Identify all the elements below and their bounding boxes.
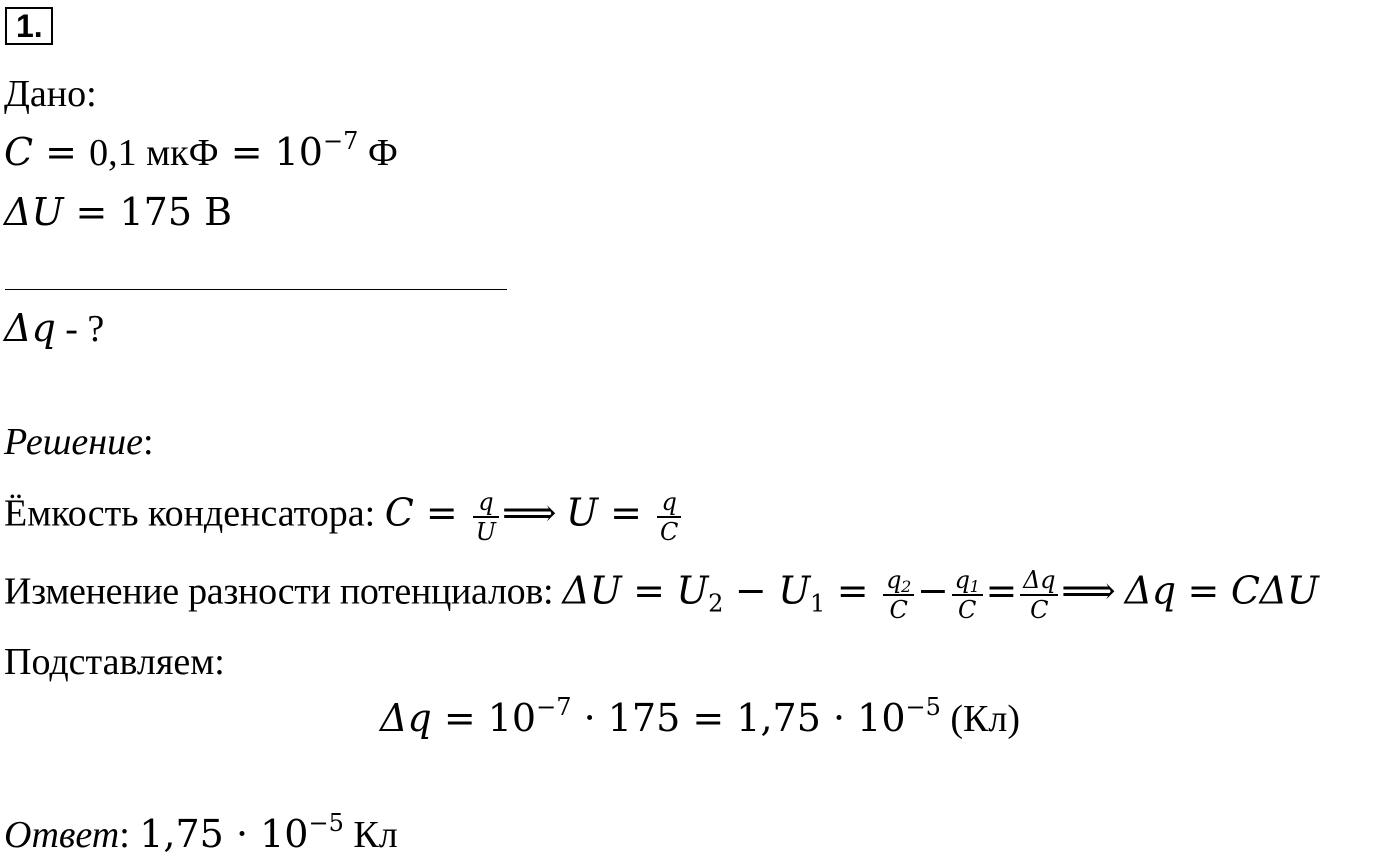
given-voltage: ΔU = 175 В <box>4 190 233 234</box>
change-result: Δq = CΔU <box>1124 568 1319 613</box>
capacitance-formula: Ёмкость конденсатора: C = $\frac{q}{U}$ ⟹ U = $\frac{q}{C}$ <box>4 488 684 546</box>
calculation: $\Delta q = 10^{-7} \cdot 175 = 1,75 \cdot 10^{-5}$ (Кл) <box>379 693 1021 740</box>
capacitance-exponent: −7 <box>322 127 359 155</box>
solution-heading: Решение: <box>4 421 154 463</box>
change-line-text: Изменение разности потенциалов: <box>4 570 554 613</box>
answer-label: Ответ <box>4 814 120 856</box>
implies-arrow: ⟹ <box>502 490 557 535</box>
formula-c: C <box>384 490 414 535</box>
capacitance-value: 0,1 мкФ <box>89 132 219 174</box>
fraction-q-over-c: $\frac{q}{C}$ <box>657 488 681 546</box>
unknown-suffix: - ? <box>65 308 105 350</box>
problem-number: 1. <box>5 7 53 45</box>
solution-label: Решение <box>4 421 143 463</box>
answer-unit: Кл <box>353 814 398 856</box>
fraction-q1-over-c: $\frac{q_1}{C}$ <box>952 566 983 624</box>
capacitance-var: C <box>4 130 34 174</box>
change-formula: Изменение разности потенциалов: $\Delta U = U_2 - U_1$ = $\frac{q_2}{C}$ − $\frac{q_1}{C}$ = $\frac{\Delta q}{C}$ ⟹ Δq = CΔU <box>4 566 1319 624</box>
fraction-q2-over-c: $\frac{q_2}{C}$ <box>883 566 914 624</box>
capacitance-unit: Ф <box>367 132 398 174</box>
capacitance-base: 10 <box>274 130 323 174</box>
calculation-unit: (Кл) <box>950 698 1021 740</box>
voltage-var: ΔU <box>4 190 64 234</box>
fraction-q-over-u: $\frac{q}{U}$ <box>473 488 499 546</box>
capacitance-line-text: Ёмкость конденсатора: <box>4 492 376 535</box>
unknown-var: Δq <box>4 306 56 350</box>
answer: Ответ: $1,75 \cdot 10^{-5}$ Кл <box>4 809 398 856</box>
given-capacitance: C = 0,1 мкФ = $10^{-7}$ Ф <box>4 127 398 174</box>
given-label: Дано: <box>4 73 97 115</box>
formula-u: U <box>565 490 599 535</box>
voltage-value: 175 В <box>119 190 233 234</box>
fraction-dq-over-c: $\frac{\Delta q}{C}$ <box>1020 566 1058 624</box>
unknown <box>4 306 104 351</box>
given-divider <box>5 289 507 290</box>
substitute-label: Подставляем: <box>4 641 225 683</box>
